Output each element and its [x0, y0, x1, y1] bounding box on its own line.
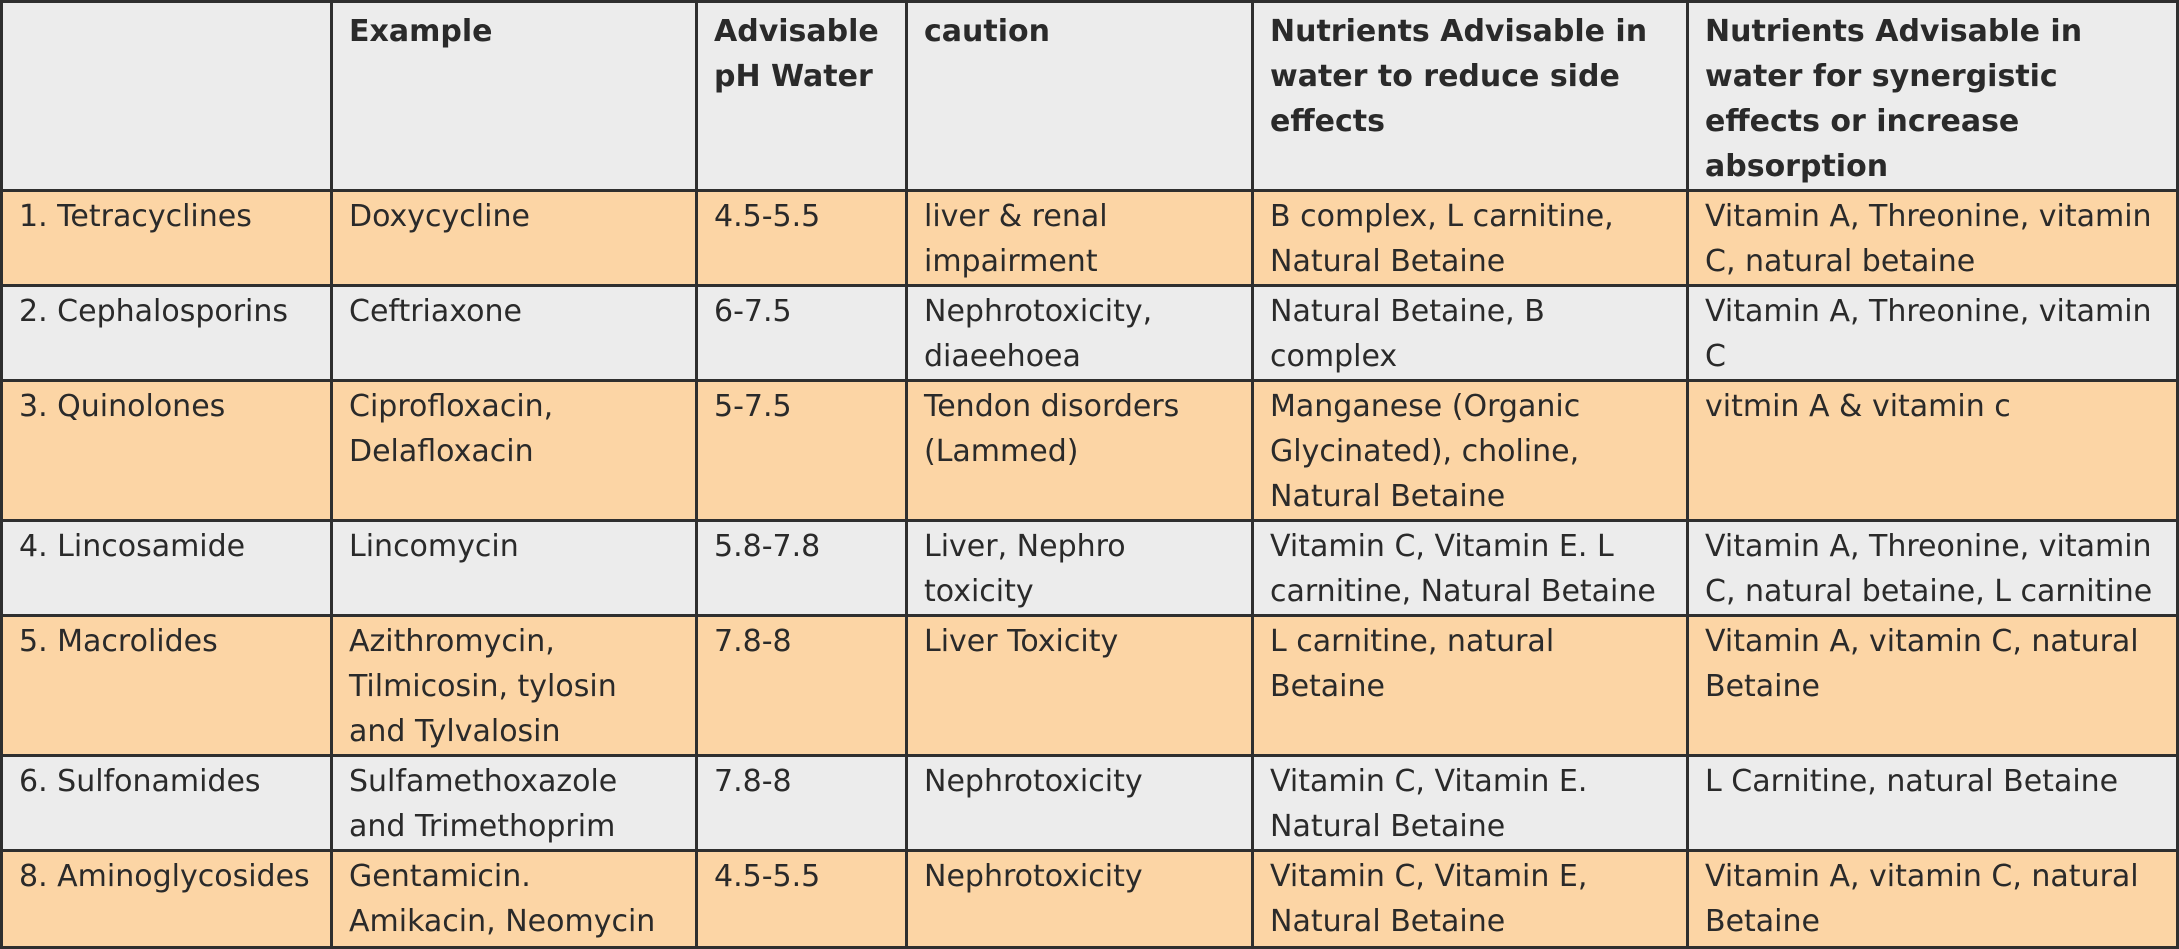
cell-side-effects: Vitamin C, Vitamin E. Natural Betaine	[1253, 756, 1688, 851]
table-row	[2, 851, 2178, 948]
cell-ph: 6-7.5	[697, 286, 907, 381]
cell-ph: 7.8-8	[697, 756, 907, 851]
header-cell-class	[2, 2, 332, 191]
cell-synergistic: Vitamin A, vitamin C, natural Betaine	[1688, 851, 2178, 948]
cell-ph: 7.8-8	[697, 616, 907, 756]
cell-example: Azithromycin, Tilmicosin, tylosin and Tylvalosin	[332, 616, 697, 756]
cell-class: 2. Cephalosporins	[2, 286, 332, 381]
header-cell-synergistic: Nutrients Advisable in water for synergistic effects or increase absorption	[1688, 2, 2178, 191]
cell-class: 8. Aminoglycosides	[2, 851, 332, 948]
cell-class: 6. Sulfonamides	[2, 756, 332, 851]
header-cell-side-effects: Nutrients Advisable in water to reduce side effects	[1253, 2, 1688, 191]
cell-synergistic: Vitamin A, vitamin C, natural Betaine	[1688, 616, 2178, 756]
cell-side-effects: B complex, L carnitine, Natural Betaine	[1253, 191, 1688, 286]
cell-example: Ceftriaxone	[332, 286, 697, 381]
cell-caution: Nephrotoxicity, diaeehoea	[907, 286, 1253, 381]
cell-class: 4. Lincosamide	[2, 521, 332, 616]
cell-class: 5. Macrolides	[2, 616, 332, 756]
header-cell-example: Example	[332, 2, 697, 191]
header-cell-caution: caution	[907, 2, 1253, 191]
cell-side-effects: Vitamin C, Vitamin E. L carnitine, Natural Betaine	[1253, 521, 1688, 616]
cell-example: Doxycycline	[332, 191, 697, 286]
cell-synergistic: vitmin A & vitamin c	[1688, 381, 2178, 521]
table-row	[2, 616, 2178, 756]
header-cell-ph: Advisable pH Water	[697, 2, 907, 191]
cell-side-effects: Natural Betaine, B complex	[1253, 286, 1688, 381]
table-row	[2, 381, 2178, 521]
cell-ph: 4.5-5.5	[697, 191, 907, 286]
cell-synergistic: Vitamin A, Threonine, vitamin C, natural betaine, L carnitine	[1688, 521, 2178, 616]
cell-class: 3. Quinolones	[2, 381, 332, 521]
cell-ph: 4.5-5.5	[697, 851, 907, 948]
cell-example: Lincomycin	[332, 521, 697, 616]
table-row	[2, 191, 2178, 286]
cell-caution: Liver Toxicity	[907, 616, 1253, 756]
cell-side-effects: L carnitine, natural Betaine	[1253, 616, 1688, 756]
table-row	[2, 286, 2178, 381]
cell-example: Ciprofloxacin, Delafloxacin	[332, 381, 697, 521]
cell-side-effects: Manganese (Organic Glycinated), choline, Natural Betaine	[1253, 381, 1688, 521]
cell-synergistic: Vitamin A, Threonine, vitamin C, natural betaine	[1688, 191, 2178, 286]
cell-example: Gentamicin. Amikacin, Neomycin	[332, 851, 697, 948]
table-row	[2, 756, 2178, 851]
table-row	[2, 521, 2178, 616]
cell-caution: liver & renal impairment	[907, 191, 1253, 286]
cell-caution: Nephrotoxicity	[907, 851, 1253, 948]
cell-side-effects: Vitamin C, Vitamin E, Natural Betaine	[1253, 851, 1688, 948]
cell-caution: Liver, Nephro toxicity	[907, 521, 1253, 616]
cell-class: 1. Tetracyclines	[2, 191, 332, 286]
cell-ph: 5.8-7.8	[697, 521, 907, 616]
cell-caution: Nephrotoxicity	[907, 756, 1253, 851]
header-row	[2, 2, 2178, 191]
cell-synergistic: Vitamin A, Threonine, vitamin C	[1688, 286, 2178, 381]
cell-synergistic: L Carnitine, natural Betaine	[1688, 756, 2178, 851]
cell-caution: Tendon disorders (Lammed)	[907, 381, 1253, 521]
cell-example: Sulfamethoxazole and Trimethoprim	[332, 756, 697, 851]
cell-ph: 5-7.5	[697, 381, 907, 521]
